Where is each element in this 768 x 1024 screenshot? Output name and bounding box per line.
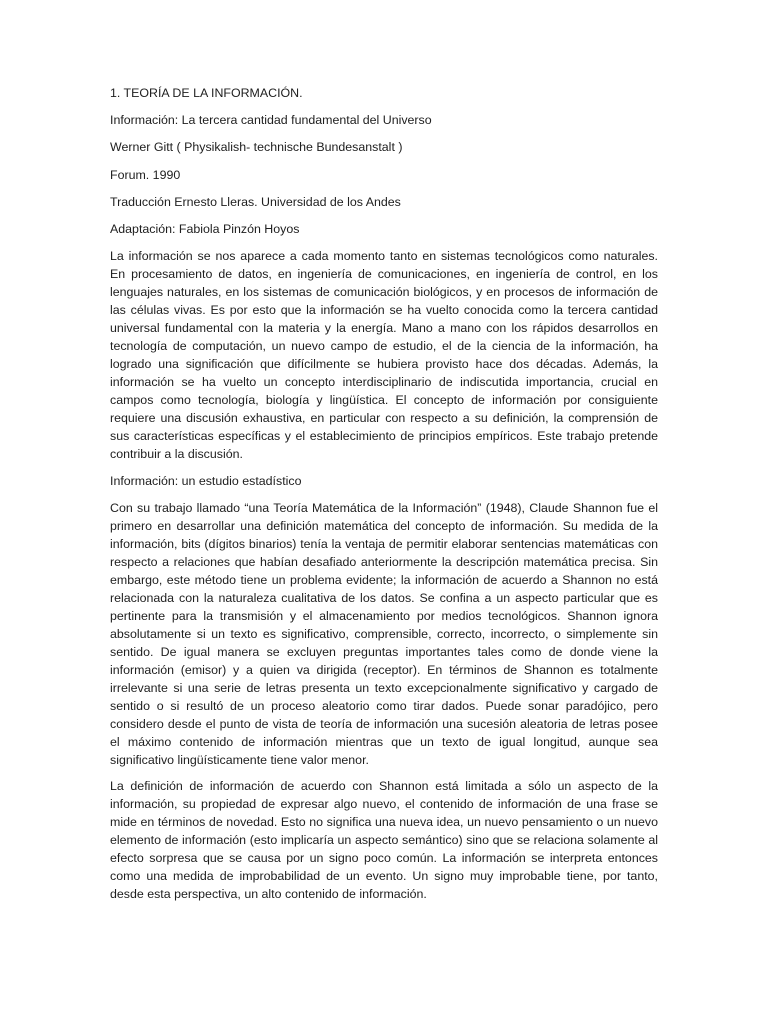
article-title: Información: La tercera cantidad fundamental del Universo [110,113,432,128]
document-body [110,84,658,912]
paragraph-definition: La definición de información de acuerdo con Shannon está limitada a sólo un aspecto de la información, su propiedad de expresar algo nuevo, el contenido de información de una frase se mide en términos de novedad. Esto no significa una nueva idea, un nuevo pensamiento o un nuevo elemento de información (esto implicaría un aspecto semántico) sino que se relaciona solamente al efecto sorpresa que se causa por un signo poco común. La información se interpreta entonces como una medida de improbabilidad de un evento. Un signo muy improbable tiene, por tanto, desde esta perspectiva, un alto contenido de información. [110,779,658,902]
paragraph-intro: La información se nos aparece a cada momento tanto en sistemas tecnológicos como naturales. En procesamiento de datos, en ingeniería de comunicaciones, en ingeniería de control, en los lenguajes naturales, en los sistemas de comunicación biológicos, y en procesos de información de las células vivas. Es por esto que la información se ha vuelto conocida como la tercera cantidad universal fundamental con la materia y la energía. Mano a mano con los rápidos desarrollos en tecnología de computación, un nuevo campo de estudio, el de la ciencia de la información, ha logrado una significación que difícilmente se hubiera provisto hace dos décadas. Además, la información se ha vuelto un concepto interdisciplinario de indiscutida importancia, crucial en campos como tecnología, biología y lingüística. El concepto de información por consiguiente requiere una discusión exhaustiva, en particular con respecto a su definición, la comprensión de sus características específicas y el establecimiento de principios empíricos. Este trabajo pretende contribuir a la discusión. [110,249,658,462]
subheading: Información: un estudio estadístico [110,473,302,488]
adaptation-line: Adaptación: Fabiola Pinzón Hoyos [110,221,300,236]
paragraph-shannon: Con su trabajo llamado “una Teoría Matemática de la Información” (1948), Claude Shannon fue el primero en desarrollar una definición matemática del concepto de información. Su medida de la información, bits (dígitos binarios) tenía la ventaja de permitir elaborar sentencias matemáticas con respecto a relaciones que habían desafiado anteriormente la descripción matemática precisa. Sin embargo, este método tiene un problema evidente; la información de acuerdo a Shannon no está relacionada con la naturaleza cualitativa de los datos. Se confina a un aspecto particular que es pertinente para la transmisión y el almacenamiento por medios tecnológicos. Shannon ignora absolutamente si un texto es significativo, comprensible, correcto, incorrecto, o simplemente sin sentido. De igual manera se excluyen preguntas importantes tales como de donde viene la información (emisor) y a quien va dirigida (receptor). En términos de Shannon es totalmente irrelevante si una serie de letras presenta un texto excepcionalmente significativo y cargado de sentido o si resultó de un proceso aleatorio como tirar dados. Puede sonar paradójico, pero considero desde el punto de vista de teoría de información una sucesión aleatoria de letras posee el máximo contenido de información mientras que un texto de igual longitud, aunque sea significativo lingüísticamente tiene valor menor. [110,500,658,767]
section-heading: 1. TEORÍA DE LA INFORMACIÓN. [110,86,303,100]
author-line: Werner Gitt ( Physikalish- technische Bundesanstalt ) [110,140,403,155]
source-line: Forum. 1990 [110,167,181,182]
translation-line: Traducción Ernesto Lleras. Universidad de los Andes [110,194,401,209]
